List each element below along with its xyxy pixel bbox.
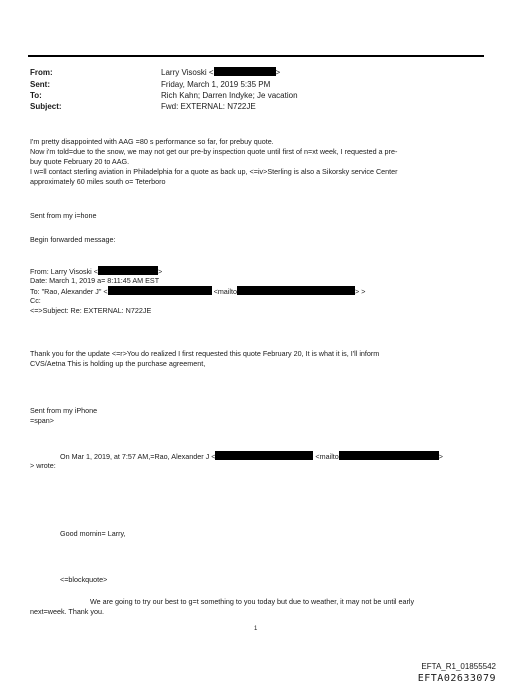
forwarded-subject: <=>Subject: Re: EXTERNAL: N722JE — [30, 306, 152, 315]
paragraph-1-line-2: Now i'm told=due to the snow, we may not get our pre-by inspection quote until first of n=xt week, I requested a pre- — [30, 147, 398, 156]
span-fragment: =span> — [30, 416, 54, 425]
footer-id-1: EFTA_R1_01855542 — [421, 662, 496, 671]
from-value: Larry Visoski < — [161, 68, 214, 77]
good-morning: Good mornin= Larry, — [60, 529, 126, 538]
forwarded-from-text: From: Larry Visoski < — [30, 267, 98, 276]
redaction-bar — [339, 451, 439, 460]
redaction-bar — [237, 286, 355, 295]
forwarded-cc: Cc: — [30, 296, 41, 305]
blockquote-fragment: <=blockquote> — [60, 575, 108, 584]
from-label: From: — [30, 68, 53, 77]
paragraph-1-line-1: I'm pretty disappointed with AAG =80 s performance so far, for prebuy quote. — [30, 137, 274, 146]
redaction-bar — [108, 286, 212, 295]
paragraph-3-line-2: next=week. Thank you. — [30, 607, 104, 616]
sent-value: Friday, March 1, 2019 5:35 PM — [161, 80, 271, 89]
redaction-bar — [214, 67, 276, 76]
paragraph-2-line-1: Thank you for the update <=r>You do realized I first requested this quote February 20, It is what it is, I'll inform — [30, 349, 380, 358]
sent-from-line-2: Sent from my iPhone — [30, 406, 98, 415]
on-date-line: On Mar 1, 2019, at 7:57 AM,=Rao, Alexander J < <mailto > — [60, 452, 443, 461]
page-number: 1 — [254, 626, 258, 632]
on-date-mailto: <mailto — [315, 452, 339, 461]
forwarded-to-text: To: "Rao, Alexander J" < — [30, 287, 108, 296]
paragraph-1-line-4: I w=ll contact sterling aviation in Philadelphia for a quote as back up, <=iv>Sterling is also a Sikorsky service Center — [30, 167, 398, 176]
subject-label: Subject: — [30, 102, 62, 111]
forwarded-to-mailto: <mailto — [213, 287, 237, 296]
to-label: To: — [30, 91, 42, 100]
paragraph-1-line-3: buy quote February 20 to AAG. — [30, 157, 130, 166]
subject-value: Fwd: EXTERNAL: N722JE — [161, 102, 256, 111]
sent-from-line-1: Sent from my i=hone — [30, 211, 97, 220]
to-value: Rich Kahn; Darren Indyke; Je vacation — [161, 91, 298, 100]
sent-label: Sent: — [30, 80, 50, 89]
redaction-bar — [215, 451, 313, 460]
paragraph-3-line-1: We are going to try our best to g=t something to you today but due to weather, it may not be until early — [90, 597, 415, 606]
begin-forwarded: Begin forwarded message: — [30, 235, 116, 244]
wrote-line: > wrote: — [30, 461, 56, 470]
on-date-text: On Mar 1, 2019, at 7:57 AM,=Rao, Alexander J < — [60, 452, 216, 461]
footer-id-2: EFTA02633079 — [417, 673, 496, 684]
header-rule — [28, 55, 484, 57]
forwarded-from-close: > — [157, 267, 163, 276]
forwarded-date: Date: March 1, 2019 a= 8:11:45 AM EST — [30, 276, 160, 285]
forwarded-to — [30, 286, 365, 297]
paragraph-1-line-5: approximately 60 miles south o= Teterboro — [30, 177, 166, 186]
forwarded-to-close: > > — [355, 287, 366, 296]
redaction-bar — [98, 266, 158, 275]
paragraph-2-line-2: CVS/Aetna This is holding up the purchase agreement, — [30, 359, 206, 368]
